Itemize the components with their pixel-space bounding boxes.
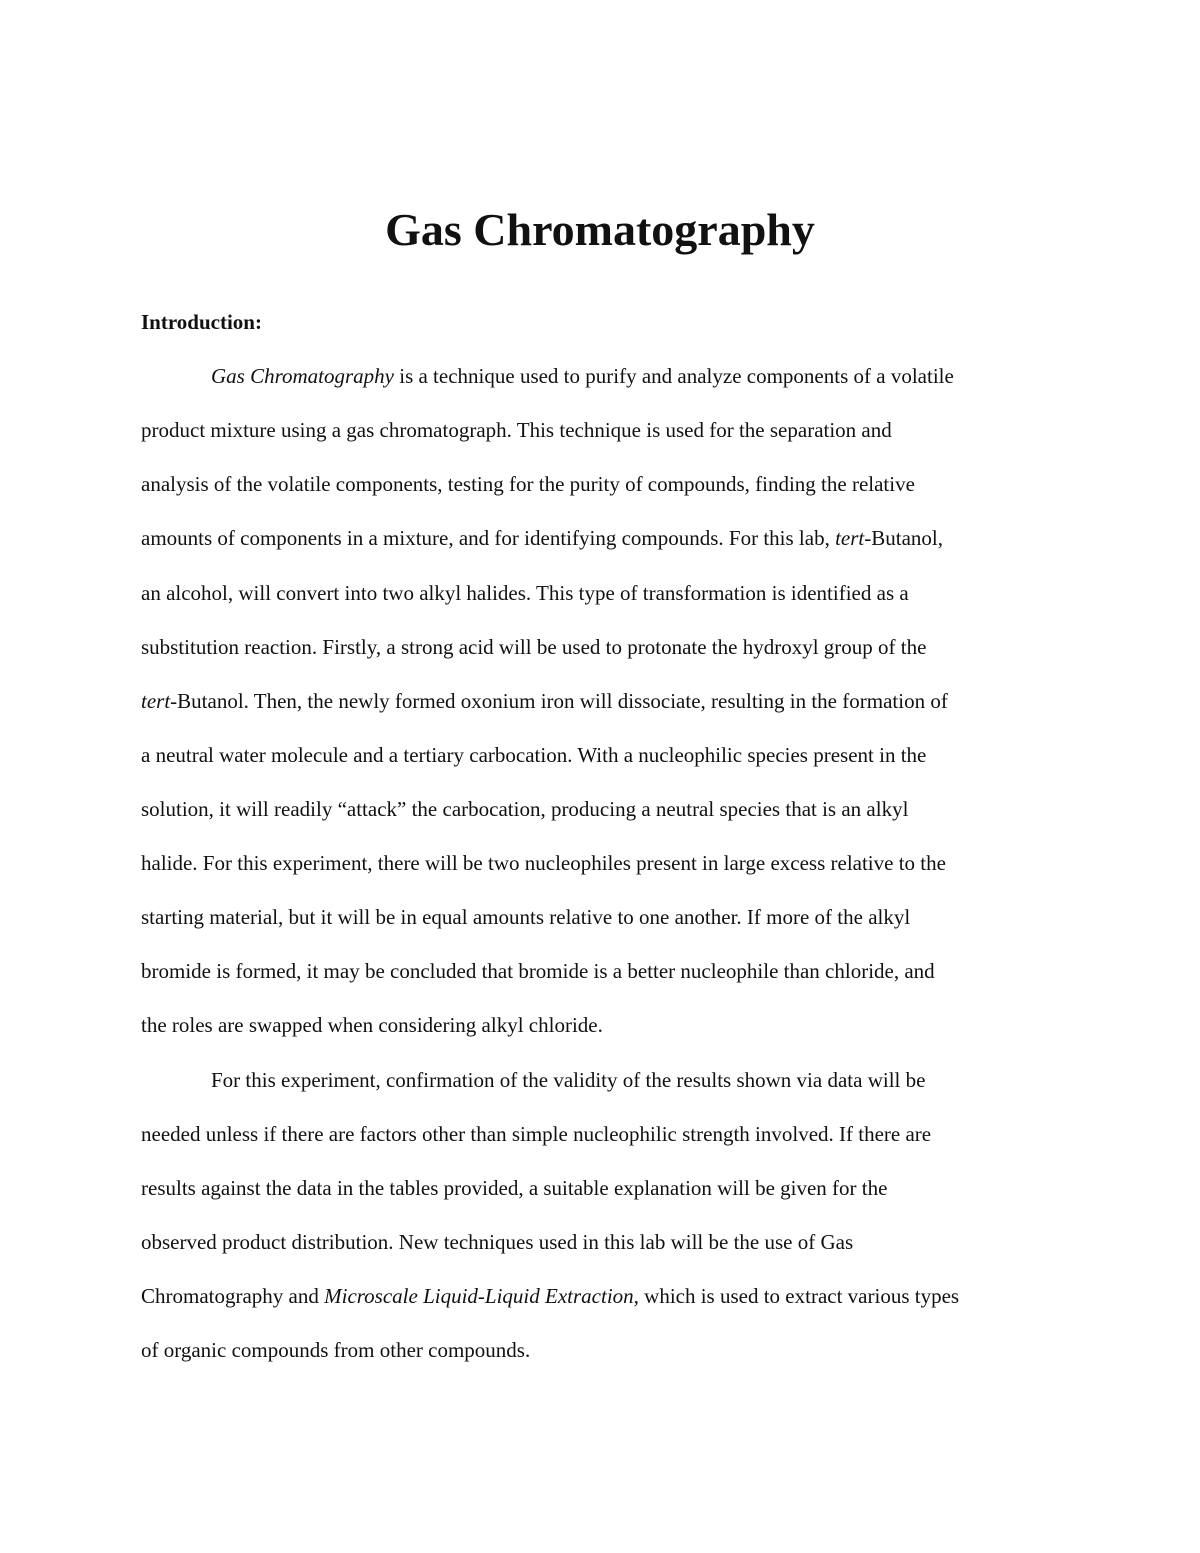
paragraph-line: For this experiment, confirmation of the validity of the results shown via data will be [211,1068,926,1092]
line-text: , which is used to extract various types [633,1284,960,1308]
paragraph-line [211,358,954,394]
line-text: is a technique used to purify and analyze components of a volatile [393,364,954,388]
paragraph-line: observed product distribution. New techniques used in this lab will be the use of Gas [141,1230,854,1254]
italic-term: tert [141,689,171,713]
paragraph-line: a neutral water molecule and a tertiary carbocation. With a nucleophilic species present in the [141,743,927,767]
paragraph-line: product mixture using a gas chromatograph. This technique is used for the separation and [141,418,892,442]
paragraph-line: analysis of the volatile components, testing for the purity of compounds, finding the relative [141,472,915,496]
paragraph-line: starting material, but it will be in equal amounts relative to one another. If more of the alkyl [141,905,911,929]
paragraph-line: halide. For this experiment, there will be two nucleophiles present in large excess relative to the [141,851,946,875]
paragraph-line: an alcohol, will convert into two alkyl halides. This type of transformation is identified as a [141,581,909,605]
document-title: Gas Chromatography [385,204,815,255]
paragraph-line: needed unless if there are factors other than simple nucleophilic strength involved. If there are [141,1122,932,1146]
line-text: amounts of components in a mixture, and for identifying compounds. For this lab, [141,526,836,550]
paragraph-line: solution, it will readily “attack” the carbocation, producing a neutral species that is an alkyl [141,797,909,821]
paragraph-line: results against the data in the tables provided, a suitable explanation will be given for the [141,1176,888,1200]
line-text: -Butanol, [864,526,943,550]
paragraph-line [141,683,948,719]
line-text: -Butanol. Then, the newly formed oxonium iron will dissociate, resulting in the formation of [170,689,948,713]
paragraph-line: of organic compounds from other compounds. [141,1338,531,1362]
italic-term: Microscale Liquid-Liquid Extraction [324,1284,634,1308]
italic-term: Gas Chromatography [211,364,394,388]
paragraph-line [141,1278,959,1314]
line-text: Chromatography and [141,1284,325,1308]
paragraph-line: the roles are swapped when considering alkyl chloride. [141,1013,603,1037]
section-heading: Introduction: [141,310,262,334]
paragraph-line [141,520,943,556]
italic-term: tert [835,526,865,550]
paragraph-line: substitution reaction. Firstly, a strong acid will be used to protonate the hydroxyl group of the [141,635,927,659]
paragraph-line: bromide is formed, it may be concluded that bromide is a better nucleophile than chloride, and [141,959,935,983]
